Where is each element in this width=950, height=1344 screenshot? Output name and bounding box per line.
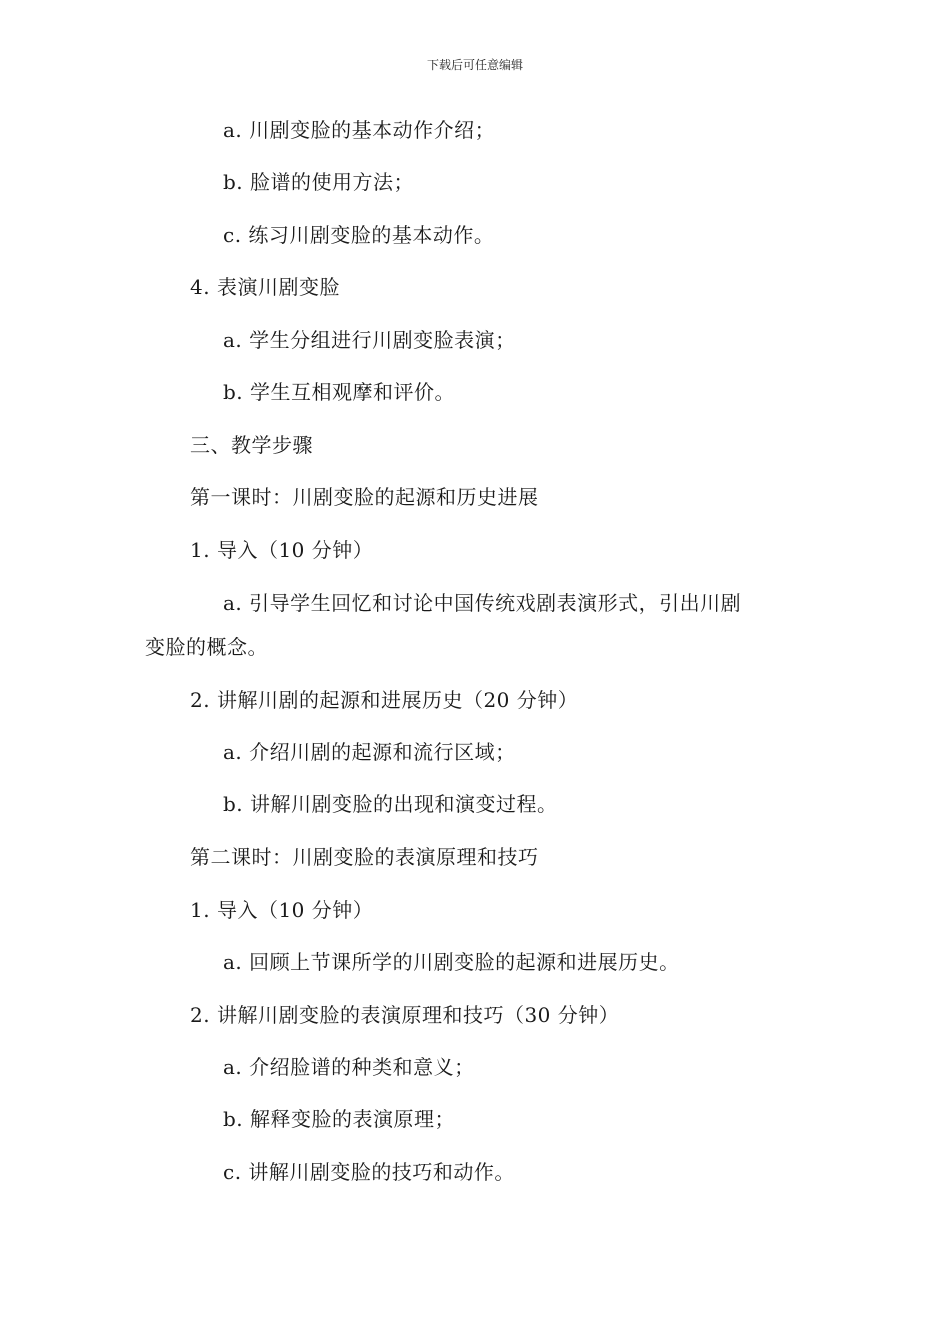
list-item: c. 讲解川剧变脸的技巧和动作。 bbox=[223, 1160, 515, 1184]
list-item: b. 学生互相观摩和评价。 bbox=[223, 380, 456, 404]
section-item: 1. 导入（10 分钟） bbox=[190, 898, 374, 922]
section-item: 4. 表演川剧变脸 bbox=[190, 275, 340, 299]
list-item: a. 引导学生回忆和讨论中国传统戏剧表演形式，引出川剧 bbox=[223, 591, 742, 615]
list-item-continuation: 变脸的概念。 bbox=[145, 635, 268, 659]
list-item: a. 回顾上节课所学的川剧变脸的起源和进展历史。 bbox=[223, 950, 680, 974]
list-item: b. 脸谱的使用方法； bbox=[223, 170, 415, 194]
lesson-heading: 第一课时：川剧变脸的起源和历史进展 bbox=[190, 485, 539, 509]
lesson-heading: 第二课时：川剧变脸的表演原理和技巧 bbox=[190, 845, 539, 869]
page-header: 下载后可任意编辑 bbox=[426, 58, 523, 72]
list-item: a. 介绍脸谱的种类和意义； bbox=[223, 1055, 475, 1079]
section-item: 1. 导入（10 分钟） bbox=[190, 538, 374, 562]
list-item: c. 练习川剧变脸的基本动作。 bbox=[223, 223, 495, 247]
list-item: a. 川剧变脸的基本动作介绍； bbox=[223, 118, 496, 142]
section-item: 2. 讲解川剧变脸的表演原理和技巧（30 分钟） bbox=[190, 1003, 620, 1027]
list-item: a. 介绍川剧的起源和流行区域； bbox=[223, 740, 516, 764]
section-heading: 三、教学步骤 bbox=[190, 433, 313, 457]
list-item: b. 讲解川剧变脸的出现和演变过程。 bbox=[223, 792, 558, 816]
list-item: a. 学生分组进行川剧变脸表演； bbox=[223, 328, 516, 352]
section-item: 2. 讲解川剧的起源和进展历史（20 分钟） bbox=[190, 688, 579, 712]
list-item: b. 解释变脸的表演原理； bbox=[223, 1107, 456, 1131]
